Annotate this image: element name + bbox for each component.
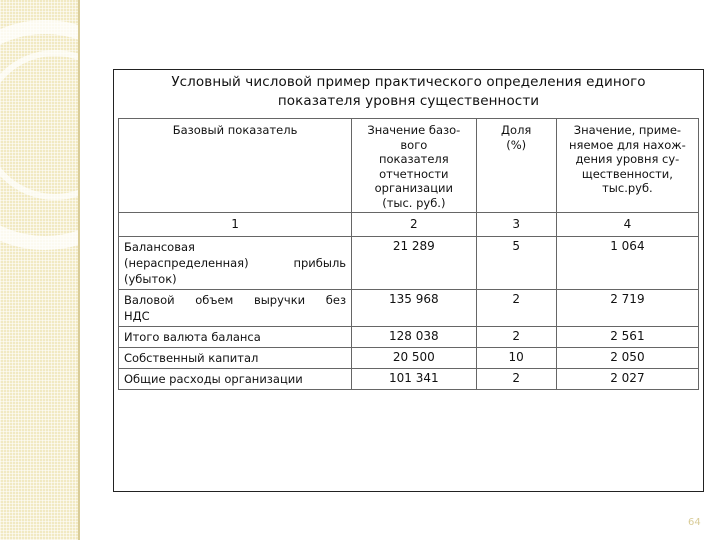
row-share: 5 <box>476 237 556 290</box>
table-row <box>119 237 699 290</box>
table-index-row <box>119 213 699 237</box>
row-materiality: 2 561 <box>556 327 698 348</box>
table-row <box>119 290 699 327</box>
row-label: Общие расходы организации <box>119 369 352 390</box>
row-label: Валовой объем выручки без НДС <box>119 290 352 327</box>
table-header-row <box>119 119 699 213</box>
row-share: 10 <box>476 348 556 369</box>
row-materiality: 2 027 <box>556 369 698 390</box>
row-share: 2 <box>476 369 556 390</box>
row-label: Собственный капитал <box>119 348 352 369</box>
index-cell: 3 <box>476 213 556 237</box>
slide-content-frame <box>113 69 704 492</box>
row-share: 2 <box>476 290 556 327</box>
table-row <box>119 348 699 369</box>
header-base-indicator: Базовый показатель <box>119 119 352 213</box>
header-materiality-value: Значение, приме- няемое для нахож- дения уровня су- щественности, тыс.руб. <box>556 119 698 213</box>
materiality-table <box>118 118 699 390</box>
index-cell: 2 <box>352 213 477 237</box>
decorative-side-band <box>0 0 78 540</box>
row-label: Балансовая (нераспределенная) прибыль (убыток) <box>119 237 352 290</box>
decorative-arc-inner <box>0 50 130 200</box>
row-value: 128 038 <box>352 327 477 348</box>
side-band-border <box>78 0 80 540</box>
row-materiality: 1 064 <box>556 237 698 290</box>
row-materiality: 2 719 <box>556 290 698 327</box>
slide-title <box>114 73 703 111</box>
row-share: 2 <box>476 327 556 348</box>
row-value: 101 341 <box>352 369 477 390</box>
title-line-1: Условный числовой пример практического определения единого <box>171 74 646 90</box>
table-row <box>119 369 699 390</box>
title-line-2: показателя уровня существенности <box>277 93 540 109</box>
row-label: Итого валюта баланса <box>119 327 352 348</box>
header-share: Доля (%) <box>476 119 556 213</box>
row-materiality: 2 050 <box>556 348 698 369</box>
row-value: 20 500 <box>352 348 477 369</box>
row-value: 135 968 <box>352 290 477 327</box>
index-cell: 4 <box>556 213 698 237</box>
page-number: 64 <box>688 517 701 528</box>
index-cell: 1 <box>119 213 352 237</box>
row-value: 21 289 <box>352 237 477 290</box>
header-base-value: Значение базо- вого показателя отчетности организации (тыс. руб.) <box>352 119 477 213</box>
table-row <box>119 327 699 348</box>
